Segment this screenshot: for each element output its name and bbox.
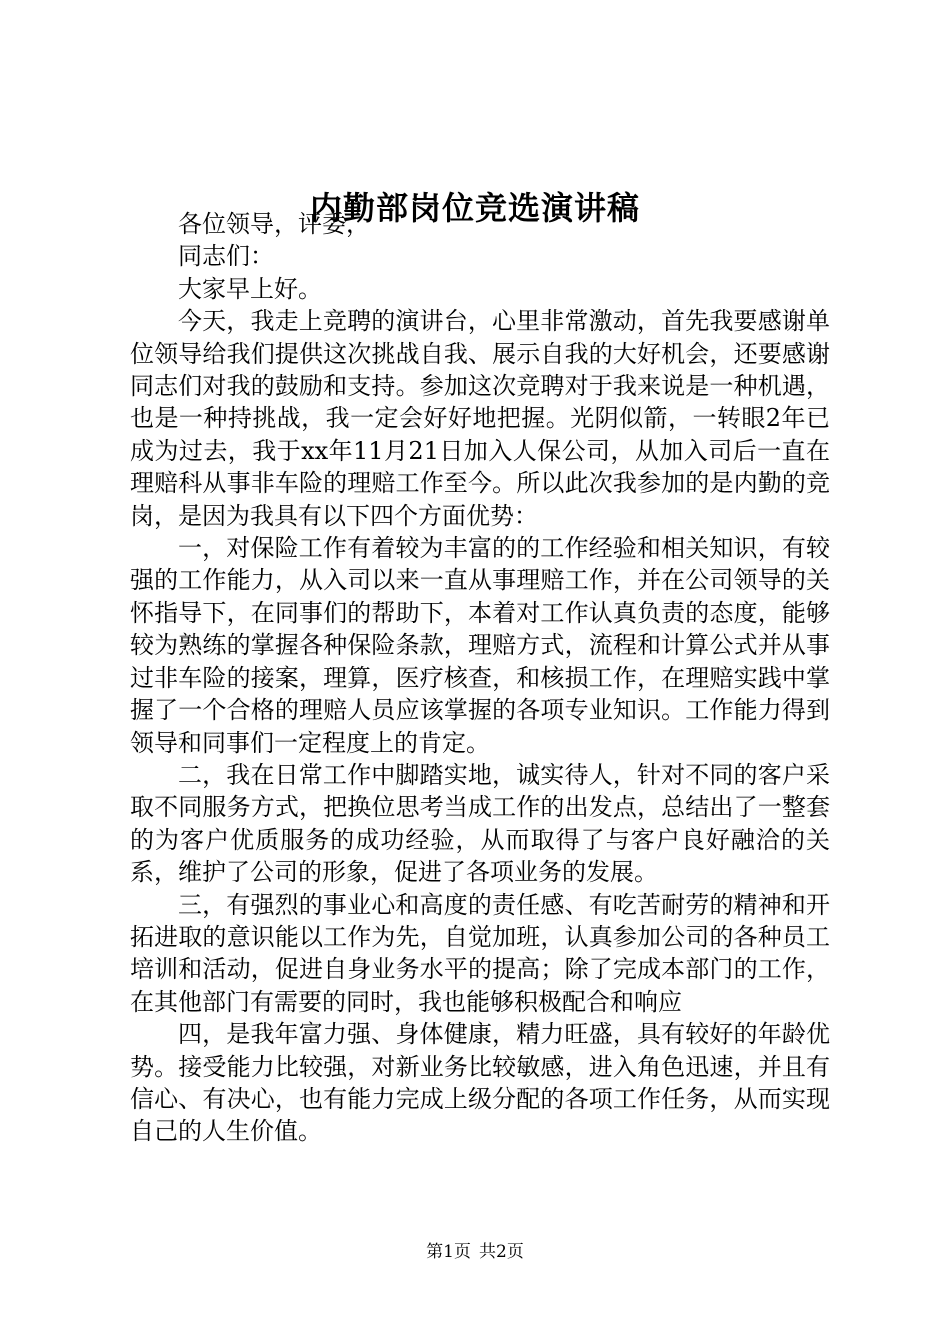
- document-title: 内勤部岗位竞选演讲稿: [309, 189, 640, 227]
- paragraph-advantage-2: 二，我在日常工作中脚踏实地，诚实待人，针对不同的客户采取不同服务方式，把换位思考当成工作的出发点，总结出了一整套的为客户优质服务的成功经验，从而取得了与客户良好融洽的关系，维护了公司的形象，促进了各项业务的发展。: [130, 760, 830, 887]
- greeting: 大家早上好。: [178, 274, 322, 303]
- paragraph-advantage-4: 四，是我年富力强、身体健康，精力旺盛，具有较好的年龄优势。接受能力比较强，对新业务比较敏感，进入角色迅速，并且有信心、有决心，也有能力完成上级分配的各项工作任务，从而实现自己的人生价值。: [130, 1020, 830, 1146]
- page-number: 第1页: [426, 1242, 471, 1262]
- page-total: 共2页: [479, 1242, 524, 1262]
- salutation-leaders: 各位领导，评委，: [178, 210, 370, 238]
- page-footer: [0, 1240, 950, 1264]
- document-body: [130, 208, 830, 1148]
- paragraph-intro: 今天，我走上竞聘的演讲台，心里非常激动，首先我要感谢单位领导给我们提供这次挑战自我、展示自我的大好机会，还要感谢同志们对我的鼓励和支持。参加这次竞聘对于我来说是一种机遇，也是一种持挑战，我一定会好好地把握。光阴似箭，一转眼2年已成为过去，我于xx年11月21日加入人保公司，从加入司后一直在理赔科从事非车险的理赔工作至今。所以此次我参加的是内勤的竞岗，是因为我具有以下四个方面优势：: [130, 307, 830, 530]
- paragraph-advantage-1: 一，对保险工作有着较为丰富的的工作经验和相关知识，有较强的工作能力，从入司以来一直从事理赔工作，并在公司领导的关怀指导下，在同事们的帮助下，本着对工作认真负责的态度，能够较为熟练的掌握各种保险条款，理赔方式，流程和计算公式并从事过非车险的接案，理算，医疗核查，和核损工作，在理赔实践中掌握了一个合格的理赔人员应该掌握的各项专业知识。工作能力得到领导和同事们一定程度上的肯定。: [130, 534, 830, 757]
- salutation-comrades: 同志们：: [178, 242, 274, 271]
- paragraph-advantage-3: 三，有强烈的事业心和高度的责任感、有吃苦耐劳的精神和开拓进取的意识能以工作为先，自觉加班，认真参加公司的各种员工培训和活动，促进自身业务水平的提高；除了完成本部门的工作，在其他部门有需要的同时，我也能够积极配合和响应: [130, 890, 830, 1016]
